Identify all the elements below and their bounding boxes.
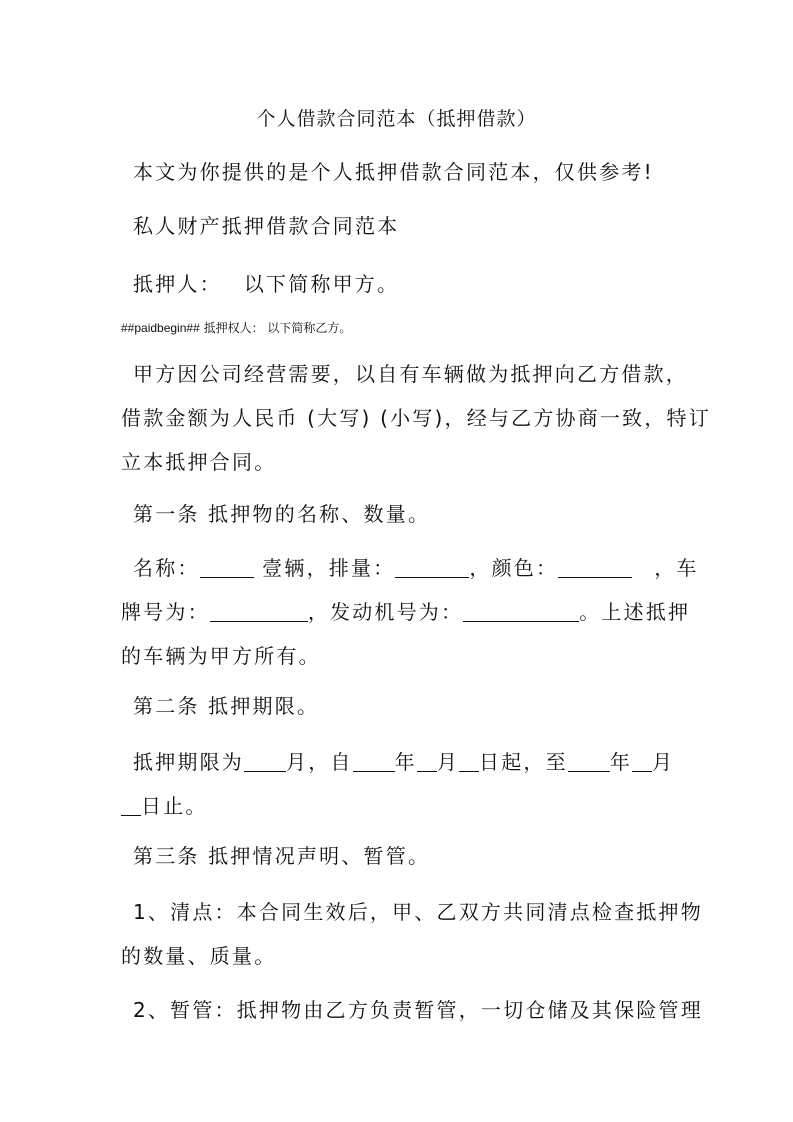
end-day-blank[interactable] (121, 795, 141, 816)
displacement-blank[interactable] (395, 557, 469, 578)
article-2-body (121, 740, 673, 828)
mortgagee-text: 以下简称乙方。 (267, 321, 352, 335)
mortgagee-line (121, 320, 351, 336)
item-2-paragraph (121, 988, 703, 1032)
document-title: 个人借款合同范本（抵押借款） (256, 108, 537, 130)
article-3-text: 第三条 抵押情况声明、暂管。 (133, 844, 431, 868)
item-1-line-1: 1、清点：本合同生效后，甲、乙双方共同清点检查抵押物 (133, 900, 703, 924)
start-day-blank[interactable] (459, 751, 479, 772)
article-1-heading (121, 492, 673, 536)
article-1-line-3: 的车辆为甲方所有。 (121, 644, 321, 668)
end-year-blank[interactable] (568, 751, 610, 772)
plate-blank[interactable] (210, 601, 308, 622)
start-month-blank[interactable] (417, 751, 437, 772)
subtitle-paragraph (121, 204, 673, 248)
article-1-body (121, 546, 699, 678)
article-2-text: 第二条 抵押期限。 (133, 694, 320, 718)
contract-subtitle: 私人财产抵押借款合同范本 (133, 214, 400, 238)
item-2-line-1: 2、暂管：抵押物由乙方负责暂管，一切仓储及其保险管理 (133, 998, 703, 1022)
article-1-line-2: 牌号为： ，发动机号为： 。上述抵押 (121, 600, 691, 624)
mortgagee-label: 抵押权人： (203, 321, 264, 335)
engine-blank[interactable] (463, 601, 579, 622)
article-2-heading (121, 684, 673, 728)
item-1-line-2: 的数量、质量。 (121, 944, 277, 968)
intro-paragraph (121, 150, 673, 194)
purpose-line-3: 立本抵押合同。 (121, 450, 277, 474)
article-2-line-1: 抵押期限为 月，自 年 月 日起，至 年 月 (133, 750, 675, 774)
article-2-line-2: 日止。 (121, 784, 673, 828)
article-1-line-1: 名称： 壹辆，排量： ，颜色： ，车 (133, 556, 699, 580)
purpose-line-1: 甲方因公司经营需要，以自有车辆做为抵押向乙方借款， (133, 362, 688, 386)
purpose-line-2: 借款金额为人民币 (大写) (小写)，经与乙方协商一致，特订 (121, 406, 711, 430)
purpose-paragraph (121, 352, 711, 484)
mortgagor-text: 以下简称甲方。 (243, 272, 400, 296)
mortgagor-line (121, 262, 673, 306)
article-1-text: 第一条 抵押物的名称、数量。 (133, 502, 431, 526)
article-3-heading (121, 834, 673, 878)
start-year-blank[interactable] (353, 751, 395, 772)
paid-marker: ##paidbegin## (121, 321, 200, 335)
period-blank[interactable] (244, 751, 286, 772)
intro-text: 本文为你提供的是个人抵押借款合同范本，仅供参考! (133, 160, 654, 184)
item-1-paragraph (121, 890, 703, 978)
end-month-blank[interactable] (632, 751, 652, 772)
color-blank[interactable] (558, 557, 632, 578)
name-blank[interactable] (200, 557, 254, 578)
mortgagor-label: 抵押人： (133, 272, 222, 296)
